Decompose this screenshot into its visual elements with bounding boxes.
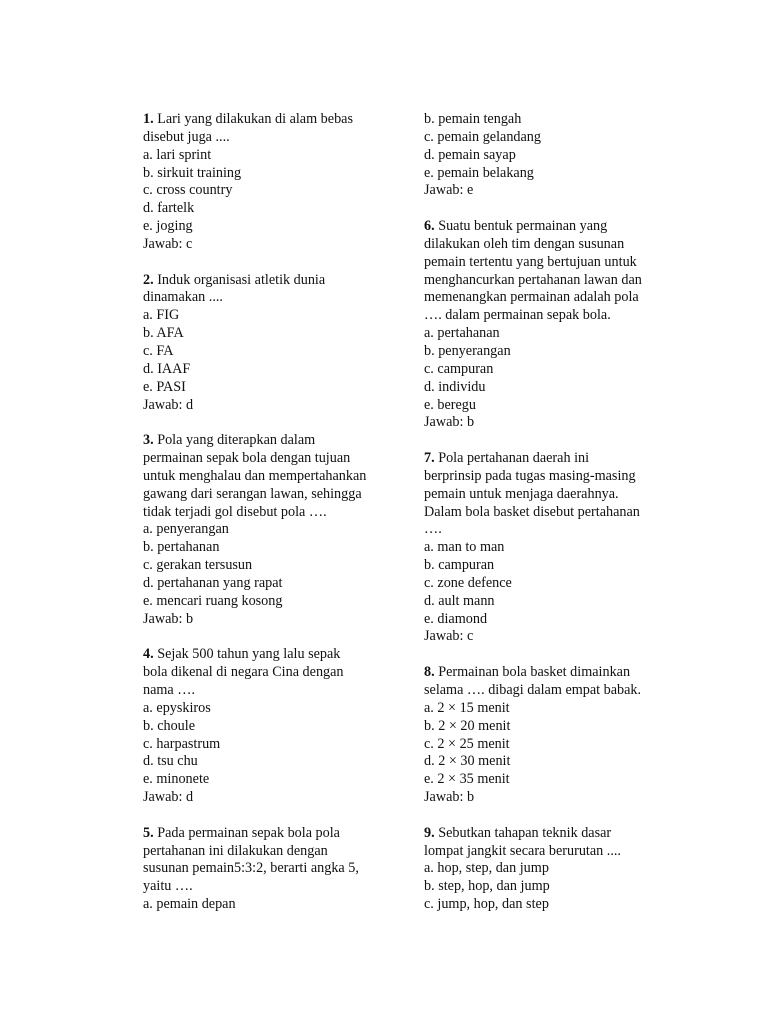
question-block — [143, 111, 393, 254]
question-text: nama …. — [143, 682, 196, 698]
answer-option: a. lari sprint — [143, 146, 212, 163]
answer-option: b. AFA — [143, 325, 184, 342]
question-text-line — [143, 272, 393, 290]
question-text-line — [143, 860, 393, 878]
answer-option: b. pemain tengah — [424, 111, 522, 127]
question-text-line — [424, 682, 674, 700]
question-text: Induk organisasi atletik dunia — [157, 271, 326, 288]
answer-option: b. choule — [143, 717, 196, 734]
answer-option: c. cross country — [143, 182, 233, 199]
answer-option: d. tsu chu — [143, 753, 198, 770]
question-block — [143, 272, 393, 415]
answer-option: a. 2 × 15 menit — [424, 699, 510, 716]
question-text: Permainan bola basket dimainkan — [438, 664, 631, 681]
question-number: 4. — [143, 646, 154, 663]
answer-option: a. pemain depan — [143, 896, 236, 913]
question-text-line — [424, 486, 674, 504]
question-block — [143, 432, 393, 628]
question-text-line — [143, 664, 393, 682]
question-block — [424, 450, 674, 646]
question-text: dilakukan oleh tim dengan susunan — [424, 235, 625, 252]
answer-key: Jawab: b — [424, 414, 475, 431]
answer-option: e. pemain belakang — [424, 164, 534, 181]
answer-option: a. hop, step, dan jump — [424, 860, 549, 877]
question-text: Lari yang dilakukan di alam bebas — [157, 111, 353, 127]
answer-option: e. 2 × 35 menit — [424, 771, 510, 788]
question-text: Pola pertahanan daerah ini — [438, 450, 590, 467]
question-text-line — [424, 504, 674, 522]
answer-option: c. gerakan tersusun — [143, 557, 253, 574]
question-text: Suatu bentuk permainan yang — [438, 218, 608, 235]
answer-option: e. minonete — [143, 771, 210, 788]
answer-key: Jawab: e — [424, 182, 474, 199]
question-text: selama …. dibagi dalam empat babak. — [424, 682, 642, 698]
answer-key: Jawab: c — [424, 628, 474, 645]
question-text: Dalam bola basket disebut pertahanan — [424, 503, 640, 520]
answer-option: b. pertahanan — [143, 539, 220, 556]
question-text: memenangkan permainan adalah pola — [424, 289, 639, 306]
question-number: 3. — [143, 432, 154, 449]
question-text: dinamakan .... — [143, 289, 223, 306]
question-text: yaitu …. — [143, 878, 193, 895]
question-text: …. — [424, 521, 442, 538]
question-number: 8. — [424, 664, 435, 681]
question-text-line — [424, 825, 674, 843]
question-text-line — [143, 878, 393, 896]
question-text-line — [143, 682, 393, 700]
answer-option: a. epyskiros — [143, 699, 211, 716]
answer-option: c. zone defence — [424, 574, 512, 591]
question-text-line — [424, 272, 674, 290]
question-text: Sebutkan tahapan teknik dasar — [438, 824, 612, 841]
question-block — [424, 111, 674, 200]
question-text-line — [143, 843, 393, 861]
left-column — [143, 111, 393, 932]
answer-option: a. FIG — [143, 307, 180, 324]
right-column — [424, 111, 674, 932]
question-text: bola dikenal di negara Cina dengan — [143, 664, 344, 681]
question-block — [424, 664, 674, 807]
answer-option: a. man to man — [424, 539, 505, 556]
question-text: lompat jangkit secara berurutan .... — [424, 842, 621, 859]
question-text-line — [143, 111, 393, 129]
question-text: susunan pemain5:3:2, berarti angka 5, — [143, 860, 359, 877]
question-text-line — [143, 450, 393, 468]
answer-option: d. fartelk — [143, 200, 195, 217]
question-text-line — [143, 486, 393, 504]
answer-option: c. FA — [143, 342, 174, 359]
question-text-line — [143, 289, 393, 307]
question-text-line — [424, 664, 674, 682]
question-text-line — [143, 646, 393, 664]
answer-option: b. penyerangan — [424, 342, 511, 359]
answer-option: d. 2 × 30 menit — [424, 753, 511, 770]
answer-option: c. harpastrum — [143, 735, 221, 752]
answer-option: d. individu — [424, 378, 486, 395]
question-block — [143, 646, 393, 807]
question-text: gawang dari serangan lawan, sehingga — [143, 485, 362, 502]
answer-option: a. pertahanan — [424, 325, 500, 342]
question-text: permainan sepak bola dengan tujuan — [143, 450, 351, 467]
question-text: pemain tertentu yang bertujuan untuk — [424, 253, 637, 270]
answer-option: c. 2 × 25 menit — [424, 735, 510, 752]
question-text: menghancurkan pertahanan lawan dan — [424, 271, 642, 288]
question-text: Pola yang diterapkan dalam — [157, 432, 316, 449]
question-text: disebut juga .... — [143, 128, 230, 145]
answer-option: c. campuran — [424, 360, 494, 377]
answer-option: b. 2 × 20 menit — [424, 717, 511, 734]
answer-option: a. penyerangan — [143, 521, 229, 538]
question-text-line — [424, 307, 674, 325]
question-text-line — [424, 289, 674, 307]
question-text-line — [424, 843, 674, 861]
answer-option: d. IAAF — [143, 360, 191, 377]
question-text-line — [143, 432, 393, 450]
question-number: 1. — [143, 111, 154, 127]
question-number: 2. — [143, 271, 154, 288]
answer-key: Jawab: d — [143, 789, 194, 806]
question-text: Sejak 500 tahun yang lalu sepak — [157, 646, 341, 663]
answer-option: e. PASI — [143, 378, 186, 395]
answer-option: e. mencari ruang kosong — [143, 592, 283, 609]
answer-option: e. diamond — [424, 610, 488, 627]
answer-option: d. pemain sayap — [424, 146, 516, 163]
answer-option: c. jump, hop, dan step — [424, 896, 549, 913]
question-block — [143, 825, 393, 914]
answer-key: Jawab: b — [424, 789, 475, 806]
question-text: …. dalam permainan sepak bola. — [424, 307, 611, 324]
question-text-line — [143, 504, 393, 522]
question-text: pertahanan ini dilakukan dengan — [143, 842, 328, 859]
question-number: 5. — [143, 824, 154, 841]
question-block — [424, 825, 674, 914]
answer-option: b. step, hop, dan jump — [424, 878, 550, 895]
question-text-line — [424, 254, 674, 272]
question-text-line — [143, 825, 393, 843]
answer-option: e. joging — [143, 218, 193, 235]
question-text-line — [143, 468, 393, 486]
question-text: untuk menghalau dan mempertahankan — [143, 467, 367, 484]
question-text-line — [424, 236, 674, 254]
question-number: 7. — [424, 450, 435, 467]
answer-option: d. pertahanan yang rapat — [143, 574, 283, 591]
question-text-line — [143, 129, 393, 147]
question-text-line — [424, 218, 674, 236]
answer-key: Jawab: d — [143, 396, 194, 413]
question-text: Pada permainan sepak bola pola — [157, 824, 340, 841]
question-text: berprinsip pada tugas masing-masing — [424, 467, 636, 484]
question-text-line — [424, 468, 674, 486]
question-text-line — [424, 521, 674, 539]
question-number: 9. — [424, 824, 435, 841]
answer-option: b. campuran — [424, 557, 495, 574]
answer-key: Jawab: c — [143, 235, 193, 252]
question-text: tidak terjadi gol disebut pola …. — [143, 503, 327, 520]
question-text: pemain untuk menjaga daerahnya. — [424, 485, 619, 502]
answer-option: b. sirkuit training — [143, 164, 242, 181]
answer-option: d. ault mann — [424, 592, 495, 609]
answer-option: e. beregu — [424, 396, 476, 413]
question-block — [424, 218, 674, 432]
question-text-line — [424, 450, 674, 468]
answer-key: Jawab: b — [143, 610, 194, 627]
question-number: 6. — [424, 218, 435, 235]
answer-option: c. pemain gelandang — [424, 128, 541, 145]
